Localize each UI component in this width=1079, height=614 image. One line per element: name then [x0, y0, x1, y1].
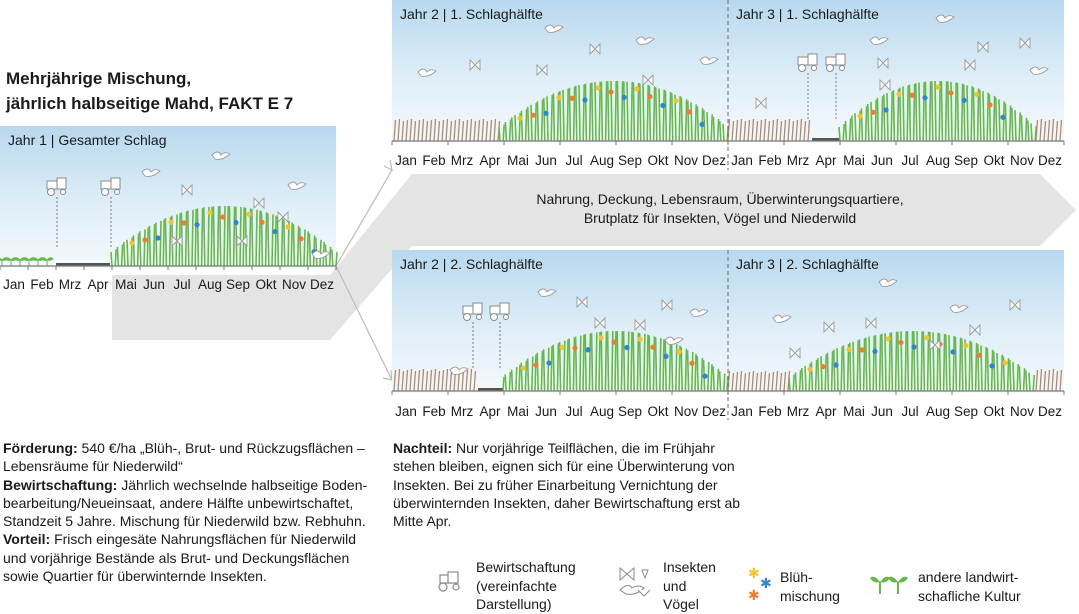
month-label: Nov — [673, 153, 699, 168]
month-label: Okt — [647, 404, 669, 419]
month-label: Sep — [225, 277, 251, 292]
vorteil-text-2: und vorjährige Bestände als Brut- und Deckungsflächen — [3, 549, 350, 566]
month-label: Jul — [901, 404, 919, 419]
panel-year3-half2-label: Jahr 3 | 2. Schlaghälfte — [736, 256, 879, 272]
bewirtschaftung-text-3: Standzeit 5 Jahre. Mischung für Niederwild bzw. Rebhuhn. — [3, 513, 366, 530]
page-title-line1: Mehrjährige Mischung, — [6, 69, 192, 88]
bewirtschaftung-text-2: bearbeitung/Neueinsaat, andere Hälfte unbewirtschaftet, — [3, 494, 354, 511]
month-label: Aug — [589, 404, 615, 419]
month-label: Jun — [535, 404, 557, 419]
foerderung-text-2: Lebensräume für Niederwild“ — [3, 458, 183, 475]
legend-animals — [663, 558, 716, 614]
month-label: Jul — [565, 404, 583, 419]
month-label: Jul — [565, 153, 583, 168]
month-label: Aug — [925, 153, 951, 168]
legend-tractor — [476, 558, 576, 614]
panel-year3-half1-label: Jahr 3 | 1. Schlaghälfte — [736, 6, 879, 22]
month-label: Sep — [953, 404, 979, 419]
month-label: Feb — [758, 153, 782, 168]
month-label: Feb — [422, 404, 446, 419]
month-label: Aug — [589, 153, 615, 168]
legend-flowers-line1: Blüh- — [780, 569, 813, 585]
vorteil-text-1: Frisch eingesäte Nahrungsflächen für Niederwild — [50, 531, 357, 548]
month-label: Apr — [479, 404, 501, 419]
month-label: Mrz — [58, 277, 82, 292]
panel-year2-half2-label: Jahr 2 | 2. Schlaghälfte — [400, 256, 543, 272]
svg-text:✱: ✱ — [748, 588, 760, 604]
month-label: Sep — [617, 153, 643, 168]
month-label: Jun — [871, 153, 893, 168]
month-label: Jul — [901, 153, 919, 168]
month-label: Mai — [115, 277, 137, 292]
month-label: Dez — [309, 277, 335, 292]
nachteil-text-2: stehen bleiben, eignen sich für eine Überwinterung von — [393, 458, 735, 475]
month-label: Mrz — [786, 153, 810, 168]
nachteil-text-5: Mitte Apr. — [393, 513, 452, 530]
month-label: Feb — [758, 404, 782, 419]
legend-crop — [918, 568, 1021, 605]
month-label: Jun — [535, 153, 557, 168]
nachteil-text-1: Nur vorjährige Teilflächen, die im Frühjahr — [452, 440, 715, 456]
month-label: Mrz — [786, 404, 810, 419]
month-label: Jul — [173, 277, 191, 292]
legend-flowers — [780, 568, 840, 605]
foerderung-text-1: 540 €/ha „Blüh-, Brut- und Rückzugsflächen – — [77, 440, 365, 456]
legend-tractor-line3: Darstellung) — [476, 596, 552, 612]
svg-text:✱: ✱ — [760, 576, 772, 592]
month-label: Mrz — [450, 404, 474, 419]
month-label: Jun — [871, 404, 893, 419]
page-title-line2: jährlich halbseitige Mahd, FAKT E 7 — [6, 94, 294, 113]
month-label: Aug — [197, 277, 223, 292]
month-label: Nov — [281, 277, 307, 292]
month-label: Nov — [1009, 404, 1035, 419]
foerderung-label: Förderung: — [3, 440, 78, 456]
month-label: Mai — [843, 153, 865, 168]
month-label: Jan — [395, 404, 417, 419]
month-label: Mai — [507, 153, 529, 168]
month-label: Apr — [815, 153, 837, 168]
month-label: Mai — [843, 404, 865, 419]
month-label: Okt — [255, 277, 277, 292]
legend-crop-line1: andere landwirt- — [918, 569, 1019, 585]
svg-text:✱: ✱ — [748, 566, 760, 582]
month-label: Apr — [87, 277, 109, 292]
month-label: Nov — [1009, 153, 1035, 168]
bewirtschaftung-label: Bewirtschaftung: — [3, 476, 118, 493]
tractor-icon — [439, 572, 459, 591]
month-label: Jan — [731, 153, 753, 168]
month-label: Apr — [479, 153, 501, 168]
month-label: Apr — [815, 404, 837, 419]
vorteil-label: Vorteil: — [3, 531, 51, 548]
panel-year1-label: Jahr 1 | Gesamter Schlag — [8, 132, 167, 148]
nachteil-text-3: Insekten. Bei zu früher Einarbeitung Vernichtung der — [393, 476, 718, 493]
month-label: Dez — [1037, 153, 1063, 168]
month-label: Jan — [395, 153, 417, 168]
legend-animals-line2: und — [663, 577, 687, 594]
legend-crop-line2: schafliche Kultur — [918, 587, 1021, 604]
bewirtschaftung-text-1: Jährlich wechselnde halbseitige Boden- — [117, 476, 368, 493]
month-label: Jan — [3, 277, 25, 292]
month-label: Nov — [673, 404, 699, 419]
vorteil-text-3: sowie Quartier für überwinternde Insekten. — [3, 568, 267, 585]
flower-mix-icon — [748, 566, 772, 604]
month-label: Aug — [925, 404, 951, 419]
month-label: Okt — [647, 153, 669, 168]
month-label: Jun — [143, 277, 165, 292]
month-label: Sep — [953, 153, 979, 168]
crop-icon — [870, 577, 908, 594]
legend-animals-line1: Insekten — [663, 559, 716, 575]
month-label: Okt — [983, 153, 1005, 168]
legend-animals-line3: Vögel — [663, 596, 699, 612]
insects-birds-icon — [620, 568, 650, 596]
legend-tractor-line2: (vereinfachte — [476, 577, 557, 594]
month-label: Okt — [983, 404, 1005, 419]
month-label: Mrz — [450, 153, 474, 168]
month-label: Feb — [422, 153, 446, 168]
month-label: Mai — [507, 404, 529, 419]
legend-tractor-line1: Bewirtschaftung — [476, 559, 576, 575]
nachteil-label: Nachteil: — [393, 440, 453, 456]
month-label: Dez — [701, 153, 727, 168]
benefit-line1: Nahrung, Deckung, Lebensraum, Überwinterungsquartiere, — [536, 191, 904, 207]
month-label: Feb — [30, 277, 54, 292]
legend-flowers-line2: mischung — [780, 587, 840, 604]
month-label: Dez — [1037, 404, 1063, 419]
month-label: Jan — [731, 404, 753, 419]
month-label: Sep — [617, 404, 643, 419]
month-label: Dez — [701, 404, 727, 419]
nachteil-text-4: überwinternden Insekten, daher Bewirtschaftung erst ab — [393, 494, 741, 511]
benefit-line2: Brutplatz für Insekten, Vögel und Niederwild — [583, 210, 857, 226]
panel-year2-half1-label: Jahr 2 | 1. Schlaghälfte — [400, 6, 543, 22]
